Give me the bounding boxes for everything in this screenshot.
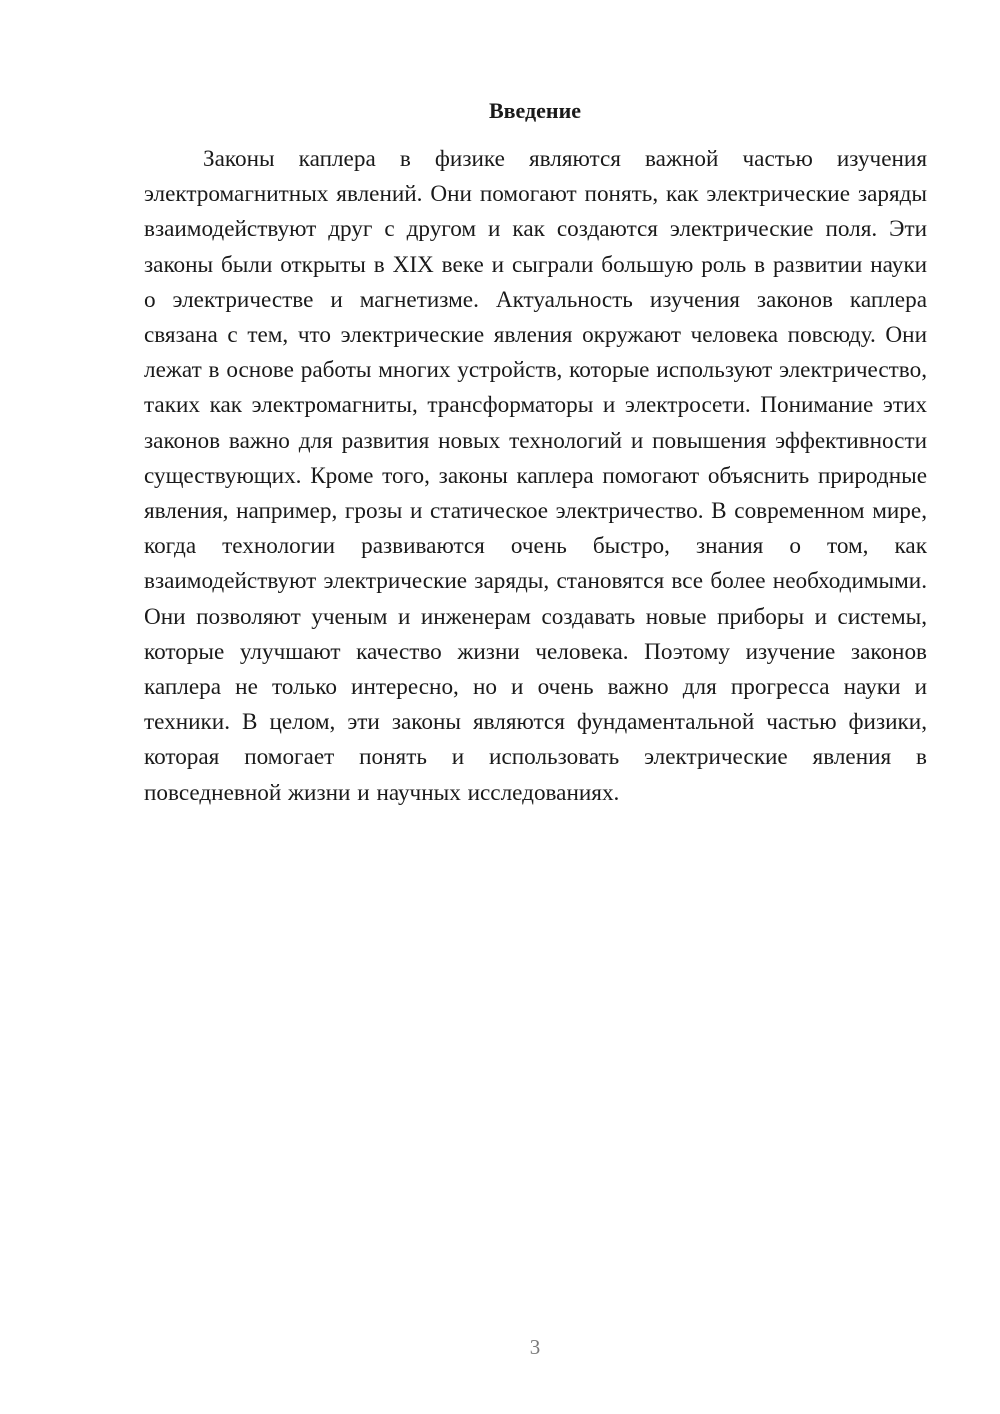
body-paragraph: Законы каплера в физике являются важной частью изучения электромагнитных явлений. Они помогают понять, как электрические заряды взаимодействуют друг с другом и как создаются электрические поля. Эти законы были открыты в XIX веке и сыграли большую роль в развитии науки о электричестве и магнетизме. Актуальность изучения законов каплера связана с тем, что электрические явления окружают человека повсюду. Они лежат в основе работы многих устройств, которые используют электричество, таких как электромагниты, трансформаторы и электросети. Понимание этих законов важно для развития новых технологий и повышения эффективности существующих. Кроме того, законы каплера помогают объяснить природные явления, например, грозы и статическое электричество. В современном мире, когда технологии развиваются очень быстро, знания о том, как взаимодействуют электрические заряды, становятся все более необходимыми. Они позволяют ученым и инженерам создавать новые приборы и системы, которые улучшают качество жизни человека. Поэтому изучение законов каплера не только интересно, но и очень важно для прогресса науки и техники. В целом, эти законы являются фундаментальной частью физики, которая помогает понять и использовать электрические явления в повседневной жизни и научных исследованиях.: [144, 146, 927, 806]
page-number: 3: [529, 1335, 541, 1359]
section-title: Введение: [488, 98, 582, 123]
